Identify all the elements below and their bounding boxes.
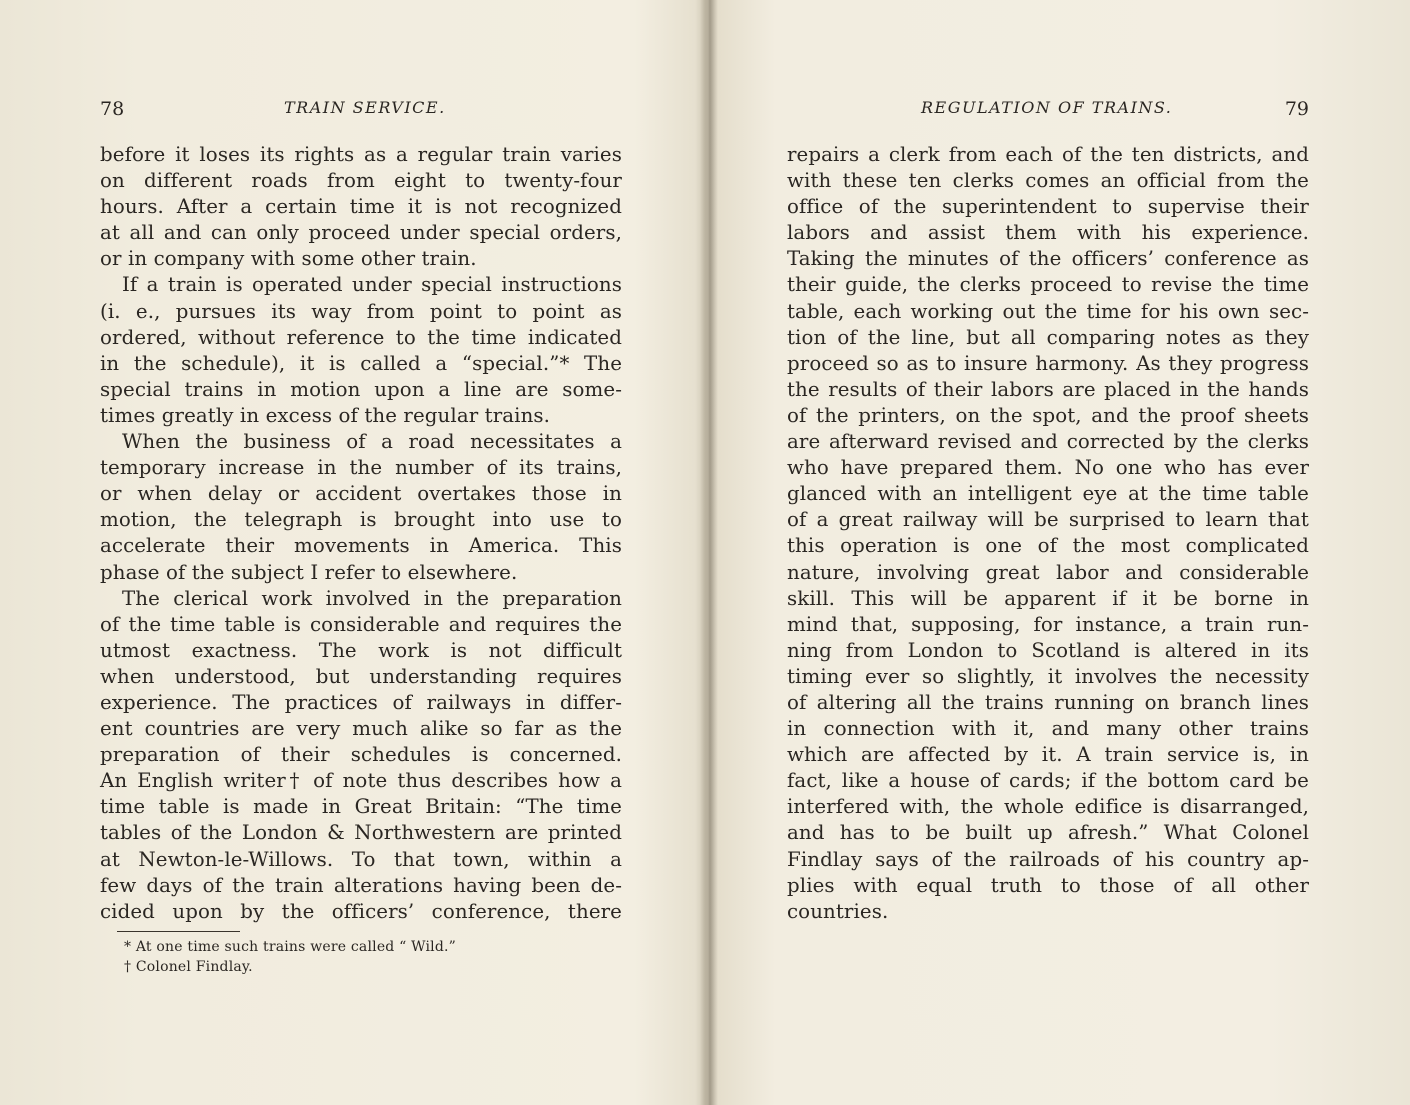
- left-page: [0, 0, 700, 1105]
- text-line: or when delay or accident overtakes those in: [100, 482, 622, 506]
- text-line: preparation of their schedules is concerned.: [100, 743, 622, 767]
- text-line: skill. This will be apparent if it be borne in: [787, 586, 1309, 610]
- text-line: When the business of a road necessitates a: [122, 430, 622, 454]
- text-line: of a great railway will be surprised to learn that: [787, 508, 1309, 532]
- text-line: utmost exactness. The work is not difficult: [100, 638, 622, 662]
- text-line: of altering all the trains running on branch lines: [787, 690, 1309, 714]
- text-line: ordered, without reference to the time indicated: [100, 325, 622, 349]
- text-line: table, each working out the time for his own sec-: [787, 299, 1309, 323]
- book-gutter: [700, 0, 718, 1105]
- text-line: at Newton-le-Willows. To that town, within a: [100, 847, 622, 871]
- text-line: nature, involving great labor and considerable: [787, 560, 1309, 584]
- page-number: 78: [100, 98, 125, 120]
- text-line: motion, the telegraph is brought into use to: [100, 508, 622, 532]
- footnotes: [124, 937, 604, 977]
- text-line: special trains in motion upon a line are some-: [100, 377, 622, 401]
- text-line: ning from London to Scotland is altered in its: [787, 638, 1309, 662]
- text-line: (i. e., pursues its way from point to point as: [100, 299, 622, 323]
- text-line: tion of the line, but all comparing notes as they: [787, 325, 1309, 349]
- text-line: or in company with some other train.: [100, 247, 477, 271]
- text-line: mind that, supposing, for instance, a train run-: [787, 612, 1309, 636]
- text-line: the results of their labors are placed in the hands: [787, 377, 1309, 401]
- text-line: time table is made in Great Britain: “The time: [100, 795, 622, 819]
- right-page-text: [787, 142, 1309, 925]
- text-line: phase of the subject I refer to elsewhere.: [100, 560, 518, 584]
- text-line: with these ten clerks comes an official from the: [787, 169, 1309, 193]
- text-line: are afterward revised and corrected by the clerks: [787, 430, 1309, 454]
- left-page-header: [100, 98, 622, 122]
- right-page-header: [787, 98, 1309, 122]
- text-line: office of the superintendent to supervise their: [787, 195, 1309, 219]
- text-line: cided upon by the officers’ conference, there: [100, 899, 622, 923]
- text-line: temporary increase in the number of its trains,: [100, 456, 622, 480]
- text-line: before it loses its rights as a regular train varies: [100, 143, 622, 166]
- text-line: times greatly in excess of the regular trains.: [100, 403, 551, 427]
- text-line: tables of the London & Northwestern are printed: [100, 821, 622, 845]
- text-line: when understood, but understanding requires: [100, 664, 622, 688]
- text-line: this operation is one of the most complicated: [787, 534, 1309, 558]
- left-page-text: [100, 142, 622, 925]
- text-line: of the time table is considerable and requires the: [100, 612, 622, 636]
- text-line: timing ever so slightly, it involves the necessity: [787, 664, 1309, 688]
- text-line: on different roads from eight to twenty-four: [100, 169, 622, 193]
- text-line: hours. After a certain time it is not recognized: [100, 195, 622, 219]
- text-line: repairs a clerk from each of the ten districts, and: [787, 143, 1309, 166]
- text-line: If a train is operated under special instructions: [122, 273, 622, 297]
- text-line: labors and assist them with his experience.: [787, 221, 1309, 245]
- text-line: experience. The practices of railways in differ-: [100, 690, 622, 714]
- text-line: accelerate their movements in America. This: [100, 534, 622, 558]
- text-line: Taking the minutes of the officers’ conference as: [787, 247, 1309, 271]
- text-line: ent countries are very much alike so far as the: [100, 717, 622, 741]
- text-line: in the schedule), it is called a “special.”* The: [100, 351, 622, 375]
- text-line: in connection with it, and many other trains: [787, 717, 1309, 741]
- footnote: † Colonel Findlay.: [124, 959, 253, 975]
- text-line: proceed so as to insure harmony. As they progress: [787, 351, 1309, 375]
- text-line: their guide, the clerks proceed to revise the time: [787, 273, 1309, 297]
- text-line: glanced with an intelligent eye at the time table: [787, 482, 1309, 506]
- page-number: 79: [1284, 98, 1309, 120]
- text-line: who have prepared them. No one who has ever: [787, 456, 1309, 480]
- text-line: which are affected by it. A train service is, in: [787, 743, 1309, 767]
- footnote: * At one time such trains were called “ Wild.”: [124, 939, 456, 955]
- text-line: and has to be built up afresh.” What Colonel: [787, 821, 1309, 845]
- right-page: [718, 0, 1410, 1105]
- text-line: Findlay says of the railroads of his country ap-: [787, 847, 1309, 871]
- running-head: TRAIN SERVICE.: [284, 98, 446, 117]
- text-line: interfered with, the whole edifice is disarranged,: [787, 795, 1309, 819]
- footnote-rule: [117, 931, 240, 932]
- text-line: plies with equal truth to those of all other: [787, 873, 1309, 897]
- text-line: An English writer† of note thus describes how a: [100, 769, 622, 793]
- text-line: of the printers, on the spot, and the proof sheets: [787, 403, 1309, 427]
- text-line: The clerical work involved in the preparation: [122, 586, 622, 610]
- running-head: REGULATION OF TRAINS.: [921, 98, 1173, 117]
- text-line: at all and can only proceed under special orders,: [100, 221, 622, 245]
- text-line: few days of the train alterations having been de-: [100, 873, 622, 897]
- text-line: countries.: [787, 899, 889, 923]
- text-line: fact, like a house of cards; if the bottom card be: [787, 769, 1309, 793]
